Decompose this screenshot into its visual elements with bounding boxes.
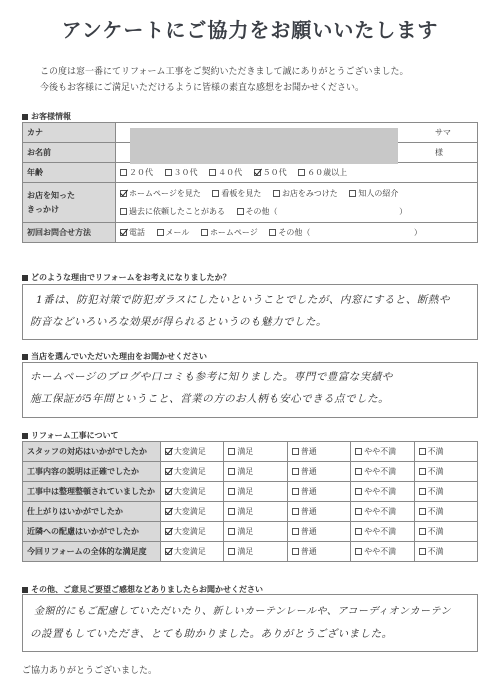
rating-option-label: 不満 — [427, 447, 444, 456]
checkbox-icon[interactable] — [419, 448, 426, 455]
q2-answer-line-1: ホームページのブログや口コミも参考に知りました。専門で豊富な実績や — [30, 371, 393, 383]
rating-option-label: 普通 — [300, 447, 317, 456]
checked-checkbox-icon[interactable] — [254, 169, 261, 176]
rating-option[interactable] — [414, 482, 477, 502]
checked-checkbox-icon[interactable] — [165, 528, 172, 535]
contact-row — [23, 223, 478, 243]
rating-question: 工事中は整理整頓されていましたか — [23, 482, 161, 502]
rating-option-label: 普通 — [300, 547, 317, 556]
checkbox-icon[interactable] — [228, 508, 235, 515]
rating-option[interactable] — [351, 442, 414, 462]
rating-question: スタッフの対応はいかがでしたか — [23, 442, 161, 462]
checked-checkbox-icon[interactable] — [165, 548, 172, 555]
checkbox-icon[interactable] — [355, 468, 362, 475]
rating-option-selected[interactable] — [160, 542, 223, 562]
rating-option-label: 大変満足 — [173, 527, 206, 536]
customer-section-label: お客様情報 — [22, 111, 71, 122]
rating-option-label: 不満 — [427, 507, 444, 516]
rating-option[interactable] — [414, 442, 477, 462]
q1-answer-line-2: 防音などいろいろな効果が得られるというのも魅力でした。 — [30, 316, 327, 328]
rating-option[interactable] — [414, 522, 477, 542]
checked-checkbox-icon[interactable] — [165, 488, 172, 495]
rating-option-label: 普通 — [300, 507, 317, 516]
rating-option[interactable] — [287, 462, 350, 482]
rating-option[interactable] — [414, 502, 477, 522]
rating-question: 近隣への配慮はいかがでしたか — [23, 522, 161, 542]
checkbox-icon[interactable] — [419, 548, 426, 555]
rating-option-label: 不満 — [427, 547, 444, 556]
rating-option-label: やや不満 — [364, 467, 397, 476]
rating-table — [22, 441, 478, 562]
rating-row — [23, 462, 478, 482]
source-option[interactable]: 知人の紹介 — [349, 189, 398, 198]
contact-label: 初回お問合せ方法 — [23, 223, 116, 243]
rating-option-label: やや不満 — [364, 487, 397, 496]
rating-option[interactable] — [351, 482, 414, 502]
footer-thanks: ご協力ありがとうございました。 — [22, 666, 158, 676]
rating-option-label: 不満 — [427, 467, 444, 476]
age-option[interactable]: ６０歳以上 — [298, 168, 347, 177]
checkbox-icon[interactable] — [355, 548, 362, 555]
rating-option[interactable] — [414, 542, 477, 562]
checkbox-icon[interactable] — [292, 448, 299, 455]
q3-label: その他、ご意見ご要望ご感想などありましたらお聞かせください — [22, 584, 263, 595]
source-row — [23, 183, 478, 223]
checked-checkbox-icon[interactable] — [165, 508, 172, 515]
rating-option-label: 大変満足 — [173, 487, 206, 496]
rating-option-selected[interactable] — [160, 522, 223, 542]
checkbox-icon[interactable] — [228, 488, 235, 495]
intro-line-2: 今後もお客様にご満足いただけるように皆様の素直な感想をお聞かせください。 — [40, 83, 365, 93]
checked-checkbox-icon[interactable] — [120, 229, 127, 236]
checkbox-icon[interactable] — [419, 488, 426, 495]
checked-checkbox-icon[interactable] — [165, 468, 172, 475]
checkbox-icon[interactable] — [212, 190, 219, 197]
rating-option-label: 大変満足 — [173, 467, 206, 476]
rating-option-selected[interactable] — [160, 482, 223, 502]
age-option[interactable]: ３０代 — [165, 168, 198, 177]
name-suffix: 様 — [435, 148, 443, 157]
rating-option-label: やや不満 — [364, 547, 397, 556]
q1-label: どのような理由でリフォームをお考えになりましたか？ — [22, 272, 231, 283]
checkbox-icon[interactable] — [228, 468, 235, 475]
checkbox-icon[interactable] — [355, 508, 362, 515]
rating-option-label: やや不満 — [364, 527, 397, 536]
age-row — [23, 163, 478, 183]
age-label: 年齢 — [23, 163, 116, 183]
rating-option-selected[interactable] — [160, 502, 223, 522]
checkbox-icon[interactable] — [292, 468, 299, 475]
kana-label: カナ — [23, 123, 116, 143]
square-bullet-icon — [22, 433, 28, 439]
square-bullet-icon — [22, 114, 28, 120]
square-bullet-icon — [22, 354, 28, 360]
q3-answer-line-2: の設置もしていただき、とても助かりました。ありがとうございました。 — [30, 628, 393, 640]
rating-option-selected[interactable] — [160, 442, 223, 462]
rating-row — [23, 542, 478, 562]
checkbox-icon[interactable] — [228, 548, 235, 555]
rating-question: 仕上がりはいかがでしたか — [23, 502, 161, 522]
checkbox-icon[interactable] — [228, 528, 235, 535]
rating-option-label: 満足 — [237, 507, 254, 516]
intro-line-1: この度は窓一番にてリフォーム工事をご契約いただきまして誠にありがとうございました。 — [40, 67, 409, 77]
kana-suffix: サマ — [435, 128, 451, 137]
rating-question: 工事内容の説明は正確でしたか — [23, 462, 161, 482]
q3-answer-line-1: 金額的にもご配慮していただいたり、新しいカーテンレールや、アコーディオンカーテン — [34, 606, 452, 617]
checkbox-icon[interactable] — [157, 229, 164, 236]
source-option[interactable]: お店をみつけた — [273, 189, 338, 198]
rating-option-label: 満足 — [237, 527, 254, 536]
rating-option[interactable] — [414, 462, 477, 482]
rating-row — [23, 522, 478, 542]
checkbox-icon[interactable] — [355, 488, 362, 495]
contact-option[interactable]: ホームページ — [201, 228, 258, 237]
q1-answer-line-1: 1番は、防犯対策で防犯ガラスにしたいということでしたが、内窓にすると、断熱や — [36, 294, 450, 306]
checkbox-icon[interactable] — [292, 528, 299, 535]
source-options — [116, 183, 478, 223]
source-other-close: ） — [399, 206, 408, 216]
age-options — [116, 163, 478, 183]
checkbox-icon[interactable] — [419, 508, 426, 515]
source-option[interactable]: 過去に依頼したことがある — [120, 207, 225, 216]
rating-option-label: 普通 — [300, 487, 317, 496]
checked-checkbox-icon[interactable] — [120, 190, 127, 197]
rating-option-label: 満足 — [237, 447, 254, 456]
square-bullet-icon — [22, 275, 28, 281]
source-option[interactable]: 看板を見た — [212, 189, 261, 198]
contact-options — [116, 223, 478, 243]
checkbox-icon[interactable] — [292, 548, 299, 555]
square-bullet-icon — [22, 587, 28, 593]
checkbox-icon[interactable] — [298, 169, 305, 176]
checkbox-icon[interactable] — [120, 169, 127, 176]
checkbox-icon[interactable] — [209, 169, 216, 176]
source-option-other[interactable]: その他（ — [237, 207, 278, 216]
rating-option-label: 不満 — [427, 527, 444, 536]
rating-option[interactable] — [224, 522, 287, 542]
checkbox-icon[interactable] — [292, 508, 299, 515]
rating-option-label: 大変満足 — [173, 547, 206, 556]
rating-option-label: 大変満足 — [173, 507, 206, 516]
age-option-selected[interactable]: ５０代 — [254, 168, 287, 177]
age-option[interactable]: ２０代 — [120, 168, 153, 177]
page-title: アンケートにご協力をお願いいたします — [61, 18, 439, 42]
rating-option[interactable] — [224, 502, 287, 522]
checkbox-icon[interactable] — [292, 488, 299, 495]
rating-option[interactable] — [287, 482, 350, 502]
checkbox-icon[interactable] — [269, 229, 276, 236]
rating-option[interactable] — [224, 482, 287, 502]
rating-option[interactable] — [224, 542, 287, 562]
name-label: お名前 — [23, 143, 116, 163]
rating-option[interactable] — [287, 522, 350, 542]
rating-section-label: リフォーム工事について — [22, 430, 118, 441]
contact-option-selected[interactable]: 電話 — [120, 228, 145, 237]
checkbox-icon[interactable] — [273, 190, 280, 197]
checkbox-icon[interactable] — [419, 468, 426, 475]
checkbox-icon[interactable] — [355, 448, 362, 455]
contact-option-other[interactable]: その他（ — [269, 228, 310, 237]
rating-row — [23, 502, 478, 522]
rating-option[interactable] — [224, 442, 287, 462]
checkbox-icon[interactable] — [201, 229, 208, 236]
rating-option[interactable] — [287, 502, 350, 522]
checkbox-icon[interactable] — [349, 190, 356, 197]
rating-option[interactable] — [224, 462, 287, 482]
rating-option-label: 普通 — [300, 467, 317, 476]
checkbox-icon[interactable] — [355, 528, 362, 535]
checkbox-icon[interactable] — [419, 528, 426, 535]
checked-checkbox-icon[interactable] — [165, 448, 172, 455]
rating-option-label: 不満 — [427, 487, 444, 496]
rating-option-label: 満足 — [237, 547, 254, 556]
checkbox-icon[interactable] — [237, 208, 244, 215]
rating-option-label: 大変満足 — [173, 447, 206, 456]
rating-option[interactable] — [287, 542, 350, 562]
rating-option-label: 満足 — [237, 467, 254, 476]
rating-option[interactable] — [351, 462, 414, 482]
contact-other-close: ） — [413, 228, 422, 237]
rating-option-label: 満足 — [237, 487, 254, 496]
checkbox-icon[interactable] — [165, 169, 172, 176]
checkbox-icon[interactable] — [120, 208, 127, 215]
contact-option[interactable]: メール — [157, 228, 190, 237]
rating-option-label: 普通 — [300, 527, 317, 536]
rating-question: 今回リフォームの全体的な満足度 — [23, 542, 161, 562]
rating-option-label: やや不満 — [364, 447, 397, 456]
rating-option[interactable] — [351, 542, 414, 562]
q2-label: 当店を選んでいただいた理由をお聞かせください — [22, 351, 207, 362]
source-label: お店を知った きっかけ — [23, 183, 116, 223]
age-option[interactable]: ４０代 — [209, 168, 242, 177]
rating-option[interactable] — [351, 502, 414, 522]
source-option-selected[interactable]: ホームページを見た — [120, 189, 201, 198]
rating-row — [23, 442, 478, 462]
intro-text — [40, 64, 470, 96]
rating-option[interactable] — [287, 442, 350, 462]
redacted-name-block — [130, 128, 398, 164]
rating-option[interactable] — [351, 522, 414, 542]
checkbox-icon[interactable] — [228, 448, 235, 455]
rating-row — [23, 482, 478, 502]
q2-answer-line-2: 施工保証が5年間ということ、営業の方のお人柄も安心できる点でした。 — [30, 393, 390, 405]
rating-option-label: やや不満 — [364, 507, 397, 516]
rating-option-selected[interactable] — [160, 462, 223, 482]
